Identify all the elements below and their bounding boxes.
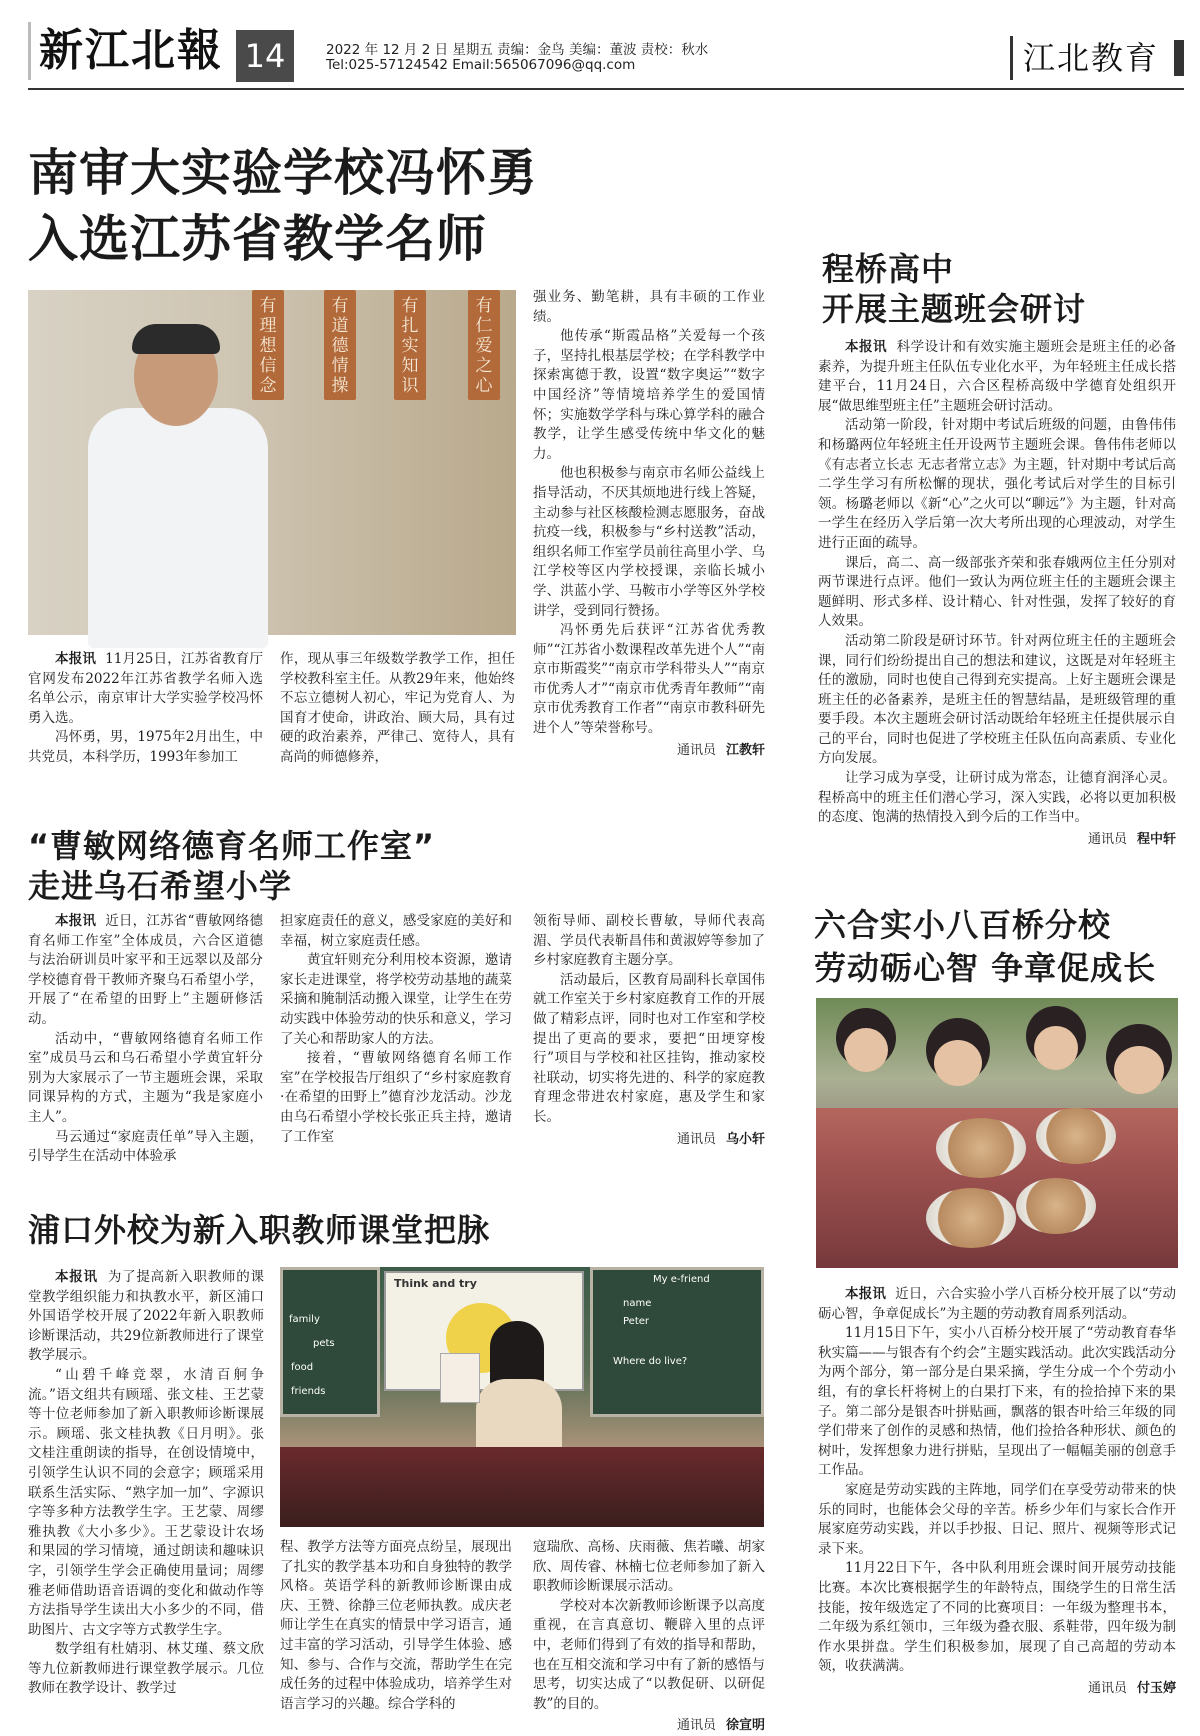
byline: 通讯员 付玉婷 [1087, 1680, 1176, 1696]
cao-article-col1 [28, 912, 263, 1172]
pu-article-col3 [533, 1538, 765, 1734]
lead-tag: 本报讯 [845, 339, 887, 355]
paragraph: 家庭是劳动实践的主阵地，同学们在享受劳动带来的快乐的同时，也能体会父母的辛苦。桥乡少年们与家长合作开展家庭劳动实践，并以手抄报、日记、照片、视频等形式记录下来。 [818, 1481, 1176, 1557]
byline: 通讯员 徐宣明 [676, 1718, 765, 1734]
headline-line: 走进乌石希望小学 [28, 867, 293, 905]
board-text: Peter [623, 1316, 650, 1327]
cao-article-headline [28, 826, 788, 906]
paragraph: 领衔导师、副校长曹敏，导师代表高湄、学员代表靳昌伟和黄淑婷等参加了乡村家庭教育主题分享。 [533, 913, 765, 969]
byline: 通讯员 江教轩 [676, 742, 765, 758]
lead-tag: 本报讯 [55, 651, 97, 667]
paragraph: “山碧千峰竞翠，水清百舸争流。”语文组共有顾瑶、张文桂、王艺蒙等十位老师参加了新入职教师诊断课展示。顾瑶、张文桂执教《日月明》。张文桂注重朗读的指导，在创设情境中，引领学生认识不同的会意字；顾瑶采用联系生活实际、“熟字加一加”、字源识字等多种方法教学生字。王艺蒙、周缪雅执教《大小多少》。王艺蒙设计农场和果园的学习情境，通过朗读和趣味识字，引领学生学会正确使用量词；周缪雅老师借助语音语调的变化和做动作等方法指导学生读出大小多少的不同，借助图片、古文字等方式教学生字。 [28, 1366, 264, 1638]
students-row [280, 1447, 764, 1527]
ginkgo-nut-basket [926, 1188, 1016, 1248]
headline-line: 程桥高中 [822, 250, 955, 288]
section-title: 江北教育 [1010, 36, 1190, 80]
issue-meta-line: 2022 年 12 月 2 日 星期五 责编：金鸟 美编：董波 责校：秋水 [326, 42, 709, 58]
board-text: pets [313, 1338, 335, 1349]
paragraph: 黄宜轩则充分利用校本资源，邀请家长走进课堂，将学校劳动基地的蔬菜采摘和腌制活动搬入课堂，让学生在劳动实践中体验劳动的快乐和意义，学习了关心和帮助家人的方法。 [280, 952, 512, 1047]
student-face [844, 1028, 888, 1072]
page-number: 14 [236, 30, 294, 82]
paragraph: 11月15日下午，实小八百桥分校开展了“劳动教育春华秋实篇——与银杏有个约会”主题实践活动。此次实践活动分为两个部分，第一部分是白果采摘，学生分成一个个劳动小组，有的拿长杆将树上的白果打下来，有的捡拾掉下来的果子。第二部分是银杏叶拼贴画，飘落的银杏叶给三年级的同学们带来了创作的灵感和热情，他们捡拾各种形状、颜色的树叶，发挥想象力进行拼贴，呈现出了一幅幅美丽的创意手工作品。 [818, 1325, 1176, 1479]
paragraph: 近日，江苏省“曹敏网络德育名师工作室”全体成员，六合区道德与法治研训员叶家平和王远翠以及部分学校德育骨干教师齐聚乌石希望小学，开展了“在希望的田野上”主题研修活动。 [28, 913, 263, 1027]
paragraph: 近日，六合实验小学八百桥分校开展了以“劳动砺心智，争章促成长”为主题的劳动教育周系列活动。 [818, 1286, 1176, 1322]
byline: 通讯员 程中轩 [1087, 831, 1176, 847]
main-article-col3 [533, 288, 765, 768]
lead-tag: 本报讯 [845, 1286, 887, 1302]
teacher-portrait-photo [28, 290, 516, 635]
contact-meta-line: Tel:025-57124542 Email:565067096@qq.com [326, 57, 636, 73]
masthead-divider [28, 88, 1184, 90]
photo-banner: 有道德情操 [324, 290, 356, 400]
ginkgo-nut-basket [936, 1118, 1026, 1178]
paragraph: 活动第一阶段，针对期中考试后班级的问题，由鲁伟伟和杨璐两位年轻班主任开设两节主题班会课。鲁伟伟老师以《有志者立长志 无志者常立志》为主题，针对期中考试后高二学生学习有所松懈的现状，强化考试后对学生的目标引领。杨璐老师以《新“心”之火可以“聊远”》为主题，针对高一学生在经历入学后第一次大考所出现的心理波动，对学生进行正面的疏导。 [818, 417, 1176, 551]
main-article-headline [28, 140, 748, 272]
pu-article-col1 [28, 1268, 264, 1696]
headline-line: 南审大实验学校冯怀勇 [28, 144, 538, 202]
student-face [1114, 1046, 1164, 1094]
paragraph: 冯怀勇先后获评“江苏省优秀教师”“江苏省小数课程改革先进个人”“南京市斯霞奖”“南京市学科带头人”“南京市优秀人才”“南京市优秀青年教师”“南京市优秀教育工作者”“南京市教科研先进个人”等荣誉称号。 [533, 622, 765, 737]
paragraph: 数学组有杜婧羽、林艾瑾、蔡文欣等九位新教师进行课堂教学展示。几位教师在教学设计、教学过 [28, 1641, 264, 1697]
students-ginkgo-photo [816, 998, 1178, 1268]
cheng-article-headline [822, 249, 1192, 329]
headline-line: 开展主题班会研讨 [822, 290, 1087, 328]
paragraph: 科学设计和有效实施主题班会是班主任的必备素养，为提升班主任队伍专业化水平，为年轻班主任成长搭建平台，11月24日，六合区程桥高级中学德育处组织开展“做思维型班主任”主题班会研讨活动。 [818, 339, 1177, 414]
paragraph: 他也积极参与南京市名师公益线上指导活动，不厌其烦地进行线上答疑，主动参与社区核酸检测志愿服务，奋战抗疫一线，积极参与“乡村送教”活动，组织名师工作室学员前往高里小学、乌江学校等区内学校授课，亲临长城小学、洪蓝小学、马鞍市小学等区外学校讲学，受到同行赞扬。 [533, 465, 765, 619]
student-face [934, 1040, 982, 1086]
headline-line: 入选江苏省教学名师 [28, 210, 487, 268]
photo-banner: 有理想信念 [252, 290, 284, 400]
cao-article-col3 [533, 912, 765, 1172]
paragraph: 学校对本次新教师诊断课予以高度重视，在言真意切、鞭辟入里的点评中，老师们得到了有效的指导和帮助，也在互相交流和学习中有了新的感悟与思考，切实达成了“以教促研、以研促教”的目的。 [533, 1597, 765, 1712]
paragraph: 程、教学方法等方面亮点纷呈，展现出了扎实的教学基本功和自身独特的教学风格。英语学科的新教师诊断课由成庆、王赞、徐静三位老师执教。成庆老师让学生在真实的情景中学习语言，通过丰富的学习活动，引导学生体验、感知、参与、合作与交流，帮助学生在完成任务的过程中体验成功，培养学生对语言学习的兴趣。综合学科的 [280, 1539, 512, 1712]
masthead [0, 0, 1200, 94]
paragraph: 11月22日下午，各中队利用班会课时间开展劳动技能比赛。本次比赛根据学生的年龄特点，围绕学生的日常生活技能，按年级选定了不同的比赛项目：一年级为整理书本，二年级为系红领巾，三年级为叠衣服、系鞋带，四年级为制作水果拼盘。学生们积极参加，展现了自己高超的劳动本领，收获满满。 [818, 1560, 1176, 1675]
main-article-col2 [280, 650, 515, 770]
liu-article-body [818, 1285, 1176, 1696]
paragraph: 担家庭责任的意义，感受家庭的美好和幸福，树立家庭责任感。 [280, 913, 512, 949]
paragraph: 为了提高新入职教师的课堂教学组织能力和执教水平，新区浦口外国语学校开展了2022年新入职教师诊断课活动，共29位新教师进行了课堂教学展示。 [28, 1269, 264, 1364]
board-text: friends [291, 1386, 326, 1397]
cheng-article-body [818, 338, 1177, 847]
paragraph: 接着，“曹敏网络德育名师工作室”在学校报告厅组织了“乡村家庭教育·在希望的田野上”德育沙龙活动。沙龙由乌石希望小学校长张正兵主持，邀请了工作室 [280, 1050, 512, 1145]
paragraph: 活动第二阶段是研讨环节。针对两位班主任的主题班会课，同行们纷纷提出自己的想法和建议，这既是对年轻班主任的激励，同时也使自己得到充实提高。上好主题班会课是班主任的必备素养，是班主任的智慧结晶，是班级管理的重要手段。本次主题班会研讨活动既给年轻班主任提供展示自己的平台，同时也促进了学校班主任队伍向高素质、专业化方向发展。 [818, 632, 1176, 767]
paragraph: 活动中，“曹敏网络德育名师工作室”成员马云和乌石希望小学黄宜轩分别为大家展示了一节主题班会课，采取同课异构的方式，主题为“我是家庭小主人”。 [28, 1030, 263, 1125]
board-text: food [291, 1362, 314, 1373]
student-face [1034, 1026, 1078, 1070]
liu-article-headline [814, 904, 1194, 990]
headline-line: 劳动砺心智 争章促成长 [814, 949, 1157, 987]
paragraph: 让学习成为享受，让研讨成为常态，让德育润泽心灵。程桥高中的班主任们潜心学习，深入实践，必将以更加积极的态度、饱满的热情投入到今后的工作当中。 [818, 770, 1176, 826]
teacher-figure [88, 408, 268, 648]
main-article-col1 [28, 650, 263, 770]
headline-line: 六合实小八百桥分校 [814, 906, 1112, 944]
lead-tag: 本报讯 [55, 1269, 98, 1285]
paragraph: 活动最后，区教育局副科长章国伟就工作室关于乡村家庭教育工作的开展做了精彩点评，同时也对工作室和学校提出了更高的要求，要把“田埂穿梭行”项目与学校和社区挂钩，推动家校社联动，切实将先进的、科学的家庭教育理念带进农村家庭，惠及学生和家长。 [533, 971, 765, 1125]
photo-banner: 有扎实知识 [394, 290, 426, 400]
projector-screen [384, 1271, 584, 1391]
classroom-photo [280, 1267, 764, 1527]
paragraph: 马云通过“家庭责任单”导入主题，引导学生在活动中体验承 [28, 1128, 263, 1165]
byline: 通讯员 乌小轩 [676, 1131, 765, 1147]
board-text: Where do live? [613, 1356, 688, 1367]
cao-article-col2 [280, 912, 512, 1172]
board-text: My e-friend [653, 1274, 710, 1285]
picture-book [440, 1353, 480, 1403]
board-text: family [289, 1314, 320, 1325]
paragraph: 冯怀勇，男，1975年2月出生，中共党员，本科学历，1993年参加工 [28, 729, 263, 765]
paragraph: 强业务、勤笔耕，具有丰硕的工作业绩。 [533, 289, 765, 325]
section-tick-mark [1174, 40, 1184, 76]
board-text: name [623, 1298, 652, 1309]
pu-article-col2 [280, 1538, 512, 1712]
photo-banner: 有仁爱之心 [468, 290, 500, 400]
newspaper-logo: 新江北報 [28, 22, 240, 80]
paragraph: 他传承“斯霞品格”关爱每一个孩子，坚持扎根基层学校；在学科教学中探索寓德于教，设置“数字奥运”“数字中国经济”等情境培养学生的爱国情怀；实施数学学科与珠心算学科的融合教学，让学生感受传统中华文化的魅力。 [533, 328, 765, 462]
lead-tag: 本报讯 [55, 913, 97, 929]
paragraph: 寇瑞欣、高杨、庆雨薇、焦若曦、胡家欣、周传睿、林楠七位老师参加了新入职教师诊断课展示活动。 [533, 1539, 765, 1595]
teacher-hair [132, 324, 220, 354]
chalkboard-right [590, 1267, 764, 1417]
headline-line: “曹敏网络德育名师工作室” [28, 827, 436, 865]
paragraph: 作，现从事三年级数学教学工作，担任学校教科室主任。从教29年来，他始终不忘立德树人初心，牢记为党育人、为国育才使命，讲政治、顾大局，具有过硬的政治素养，严律己、宽待人，具有高尚的师德修养， [280, 651, 515, 765]
paragraph: 课后，高二、高一级部张齐荣和张春娥两位主任分别对两节课进行点评。他们一致认为两位班主任的主题班会课主题鲜明、形式多样、设计精心、针对性强，发挥了较好的育人效果。 [818, 554, 1176, 630]
paragraph: 11月25日，江苏省教育厅官网发布2022年江苏省教学名师入选名单公示，南京审计大学实验学校冯怀勇入选。 [28, 651, 263, 726]
chalkboard-left [280, 1267, 380, 1417]
pu-article-headline: 浦口外校为新入职教师课堂把脉 [28, 1211, 491, 1249]
ginkgo-nut-basket [1036, 1108, 1116, 1164]
screen-title: Think and try [394, 1277, 477, 1290]
ginkgo-nut-basket [1016, 1178, 1096, 1234]
